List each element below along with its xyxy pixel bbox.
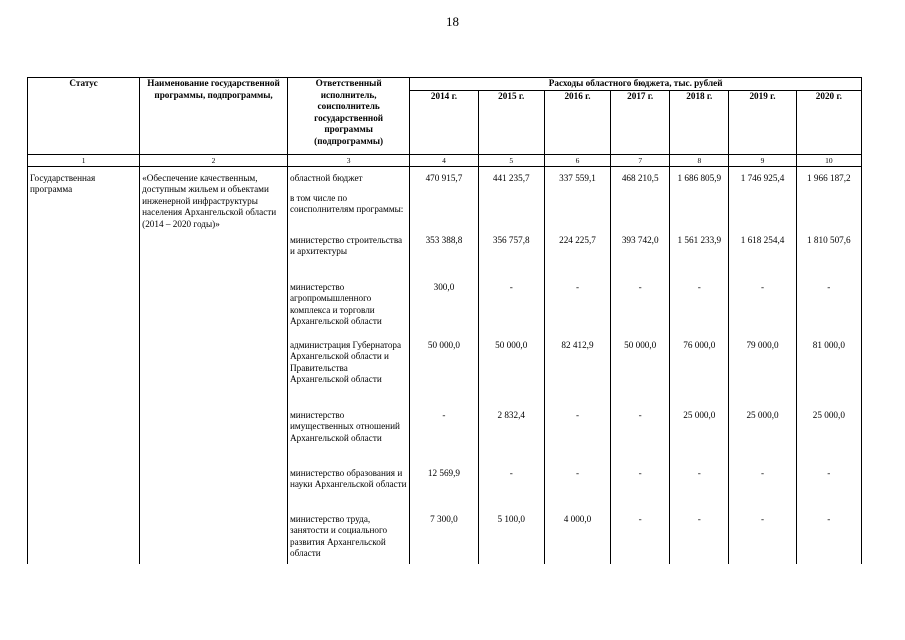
value-cell: 7 300,0 [410, 514, 478, 564]
column-number: 3 [287, 154, 409, 166]
value-cell: 1 810 507,6 [796, 235, 861, 282]
value-cell: - [796, 514, 861, 564]
value-cell: 337 559,1 [544, 173, 610, 193]
header-expenses: Расходы областного бюджета, тыс. рублей [410, 78, 862, 91]
value-cell: 25 000,0 [670, 410, 729, 468]
value-cell: - [670, 468, 729, 514]
value-cell: - [729, 514, 796, 564]
column-number: 10 [796, 154, 861, 166]
executor-cell: министерство агропромышленного комплекса и торговли Архангельской области [287, 282, 409, 340]
value-cell: 1 561 233,9 [670, 235, 729, 282]
value-cell: 50 000,0 [611, 340, 670, 410]
value-cell: - [670, 282, 729, 340]
value-cell: - [544, 468, 610, 514]
value-cell [729, 193, 796, 235]
executor-cell: в том числе по соисполнителям программы: [287, 193, 409, 235]
value-cell: 470 915,7 [410, 173, 478, 193]
value-cell: 1 618 254,4 [729, 235, 796, 282]
value-cell: 25 000,0 [796, 410, 861, 468]
column-number-row [28, 154, 862, 166]
value-cell: 2 832,4 [478, 410, 544, 468]
header-executor: Ответственный исполнитель, соисполнитель государственной программы (подпрограммы) [287, 78, 409, 155]
header-year: 2016 г. [544, 90, 610, 154]
value-cell: 25 000,0 [729, 410, 796, 468]
value-cell: - [611, 468, 670, 514]
value-cell: - [729, 282, 796, 340]
value-cell: 224 225,7 [544, 235, 610, 282]
value-cell [410, 193, 478, 235]
table-row [28, 173, 862, 193]
header-status: Статус [28, 78, 140, 155]
table-header [28, 78, 862, 167]
value-cell: 5 100,0 [478, 514, 544, 564]
column-number: 5 [478, 154, 544, 166]
value-cell: 50 000,0 [410, 340, 478, 410]
value-cell: - [796, 468, 861, 514]
value-cell [478, 193, 544, 235]
column-number: 7 [611, 154, 670, 166]
value-cell: 300,0 [410, 282, 478, 340]
header-year: 2019 г. [729, 90, 796, 154]
value-cell: 468 210,5 [611, 173, 670, 193]
header-year: 2020 г. [796, 90, 861, 154]
program-status: Государственная программа [28, 173, 140, 564]
column-number: 9 [729, 154, 796, 166]
executor-cell: министерство имущественных отношений Архангельской области [287, 410, 409, 468]
value-cell [670, 193, 729, 235]
header-name: Наименование государственной программы, подпрограммы, [140, 78, 288, 155]
value-cell [796, 193, 861, 235]
value-cell: - [670, 514, 729, 564]
executor-cell: администрация Губернатора Архангельской области и Правительства Архангельской области [287, 340, 409, 410]
value-cell: 1 966 187,2 [796, 173, 861, 193]
value-cell: - [796, 282, 861, 340]
value-cell: - [611, 410, 670, 468]
page-number: 18 [446, 14, 459, 29]
value-cell: - [729, 468, 796, 514]
value-cell: - [478, 282, 544, 340]
value-cell: 353 388,8 [410, 235, 478, 282]
value-cell: 393 742,0 [611, 235, 670, 282]
value-cell: - [611, 282, 670, 340]
value-cell: 4 000,0 [544, 514, 610, 564]
value-cell: 441 235,7 [478, 173, 544, 193]
value-cell: - [544, 282, 610, 340]
value-cell [611, 193, 670, 235]
value-cell: 79 000,0 [729, 340, 796, 410]
value-cell: 12 569,9 [410, 468, 478, 514]
column-number: 8 [670, 154, 729, 166]
value-cell: 356 757,8 [478, 235, 544, 282]
executor-cell: областной бюджет [287, 173, 409, 193]
value-cell: 1 686 805,9 [670, 173, 729, 193]
header-year: 2015 г. [478, 90, 544, 154]
table-body [28, 166, 862, 564]
header-year: 2017 г. [611, 90, 670, 154]
header-year: 2014 г. [410, 90, 478, 154]
value-cell: 76 000,0 [670, 340, 729, 410]
column-number: 4 [410, 154, 478, 166]
executor-cell: министерство строительства и архитектуры [287, 235, 409, 282]
executor-cell: министерство труда, занятости и социального развития Архангельской области [287, 514, 409, 564]
column-number: 1 [28, 154, 140, 166]
value-cell: 50 000,0 [478, 340, 544, 410]
value-cell [544, 193, 610, 235]
value-cell: - [611, 514, 670, 564]
column-number: 2 [140, 154, 288, 166]
value-cell: - [410, 410, 478, 468]
value-cell: 81 000,0 [796, 340, 861, 410]
value-cell: 82 412,9 [544, 340, 610, 410]
column-number: 6 [544, 154, 610, 166]
value-cell: - [478, 468, 544, 514]
program-name: «Обеспечение качественным, доступным жильем и объектами инженерной инфраструктуры населения Архангельской области (2014 – 2020 годы)» [140, 173, 288, 564]
value-cell: - [544, 410, 610, 468]
executor-cell: министерство образования и науки Архангельской области [287, 468, 409, 514]
budget-table [27, 77, 862, 564]
value-cell: 1 746 925,4 [729, 173, 796, 193]
header-year: 2018 г. [670, 90, 729, 154]
